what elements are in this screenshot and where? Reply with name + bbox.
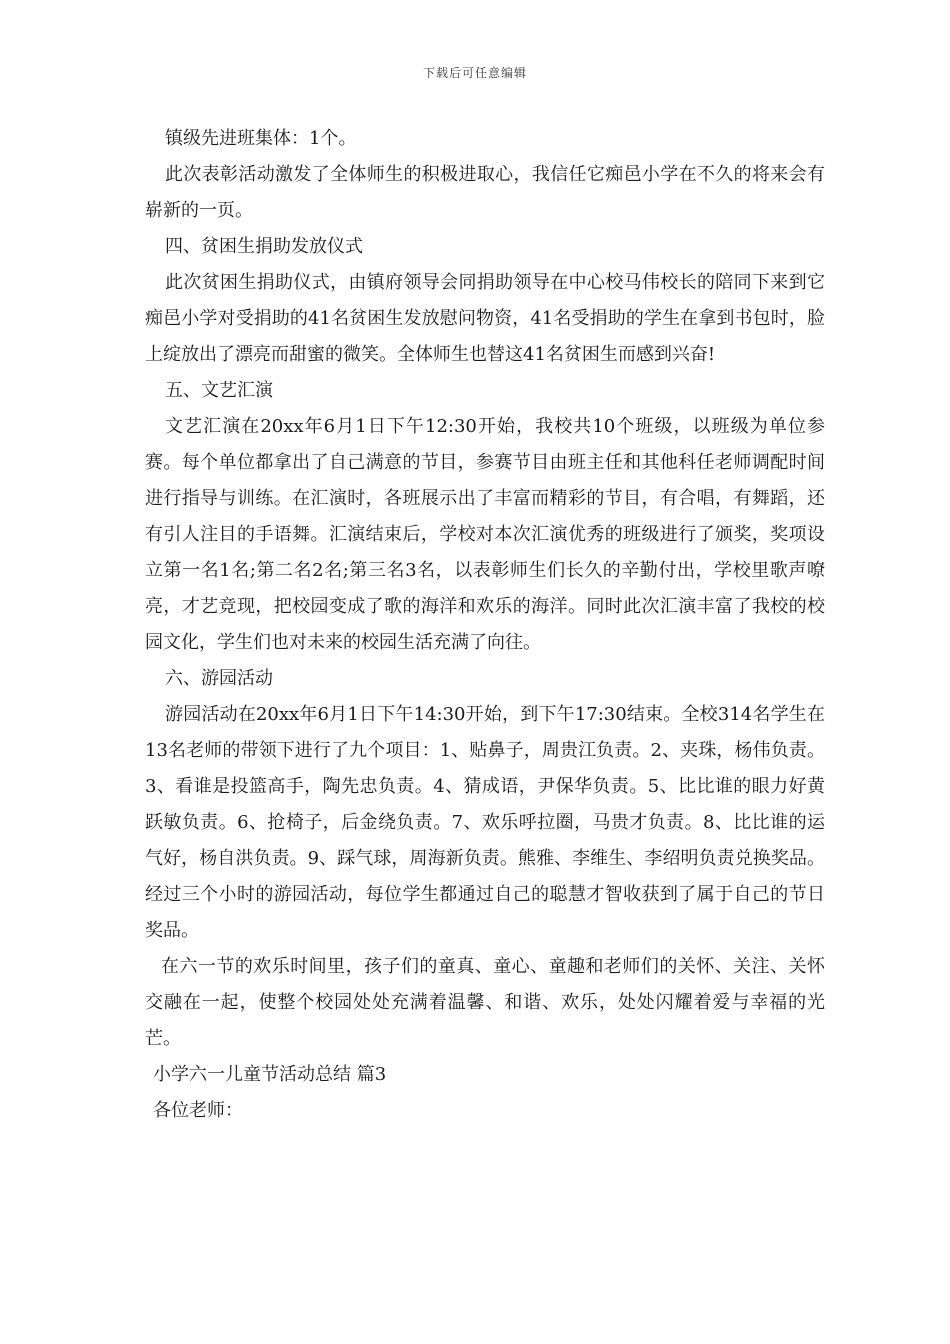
article-title-part-3: 小学六一儿童节活动总结 篇3 <box>153 1064 387 1085</box>
paragraph-closing: 在六一节的欢乐时间里，孩子们的童真、童心、童趣和老师们的关怀、关注、关怀交融在一起，使整个校园处处充满着温馨、和谐、欢乐，处处闪耀着爱与幸福的光芒。 <box>145 956 825 1049</box>
paragraph-garden-activity: 游园活动在20xx年6月1日下午14:30开始，到下午17:30结束。全校314名学生在13名老师的带领下进行了九个项目：1、贴鼻子，周贵江负责。2、夹珠，杨伟负责。3、看谁是投篮高手，陶先忠负责。4、猜成语，尹保华负责。5、比比谁的眼力好黄跃敏负责。6、抢椅子，后金绕负责。7、欢乐呼拉圈，马贵才负责。8、比比谁的运气好，杨自洪负责。9、踩气球，周海新负责。熊雅、李维生、李绍明负责兑换奖品。经过三个小时的游园活动，每位学生都通过自己的聪慧才智收获到了属于自己的节日奖品。 <box>145 704 825 941</box>
paragraph-class-award: 镇级先进班集体：1个。 <box>165 128 357 149</box>
paragraph-performance: 文艺汇演在20xx年6月1日下午12:30开始，我校共10个班级，以班级为单位参赛。每个单位都拿出了自己满意的节目，参赛节目由班主任和其他科任老师调配时间进行指导与训练。在汇演时，各班展示出了丰富而精彩的节目，有合唱，有舞蹈，还有引人注目的手语舞。汇演结束后，学校对本次汇演优秀的班级进行了颁奖，奖项设立第一名1名;第二名2名;第三名3名，以表彰师生们长久的辛勤付出，学校里歌声嘹亮，才艺竞现，把校园变成了歌的海洋和欢乐的海洋。同时此次汇演丰富了我校的校园文化，学生们也对未来的校园生活充满了向往。 <box>145 416 825 653</box>
section-heading-5: 五、文艺汇演 <box>165 380 273 401</box>
salutation: 各位老师： <box>153 1100 243 1121</box>
paragraph-award-effect: 此次表彰活动激发了全体师生的积极进取心，我信任它痴邑小学在不久的将来会有崭新的一页。 <box>145 164 825 221</box>
section-heading-4: 四、贫困生捐助发放仪式 <box>165 236 363 257</box>
paragraph-donation: 此次贫困生捐助仪式，由镇府领导会同捐助领导在中心校马伟校长的陪同下来到它痴邑小学对受捐助的41名贫困生发放慰问物资，41名受捐助的学生在拿到书包时，脸上绽放出了漂亮而甜蜜的微笑。全体师生也替这41名贫困生而感到兴奋! <box>145 272 825 365</box>
page-header-note: 下载后可任意编辑 <box>422 66 527 80</box>
document-body <box>145 121 825 1129</box>
section-heading-6: 六、游园活动 <box>165 668 273 689</box>
